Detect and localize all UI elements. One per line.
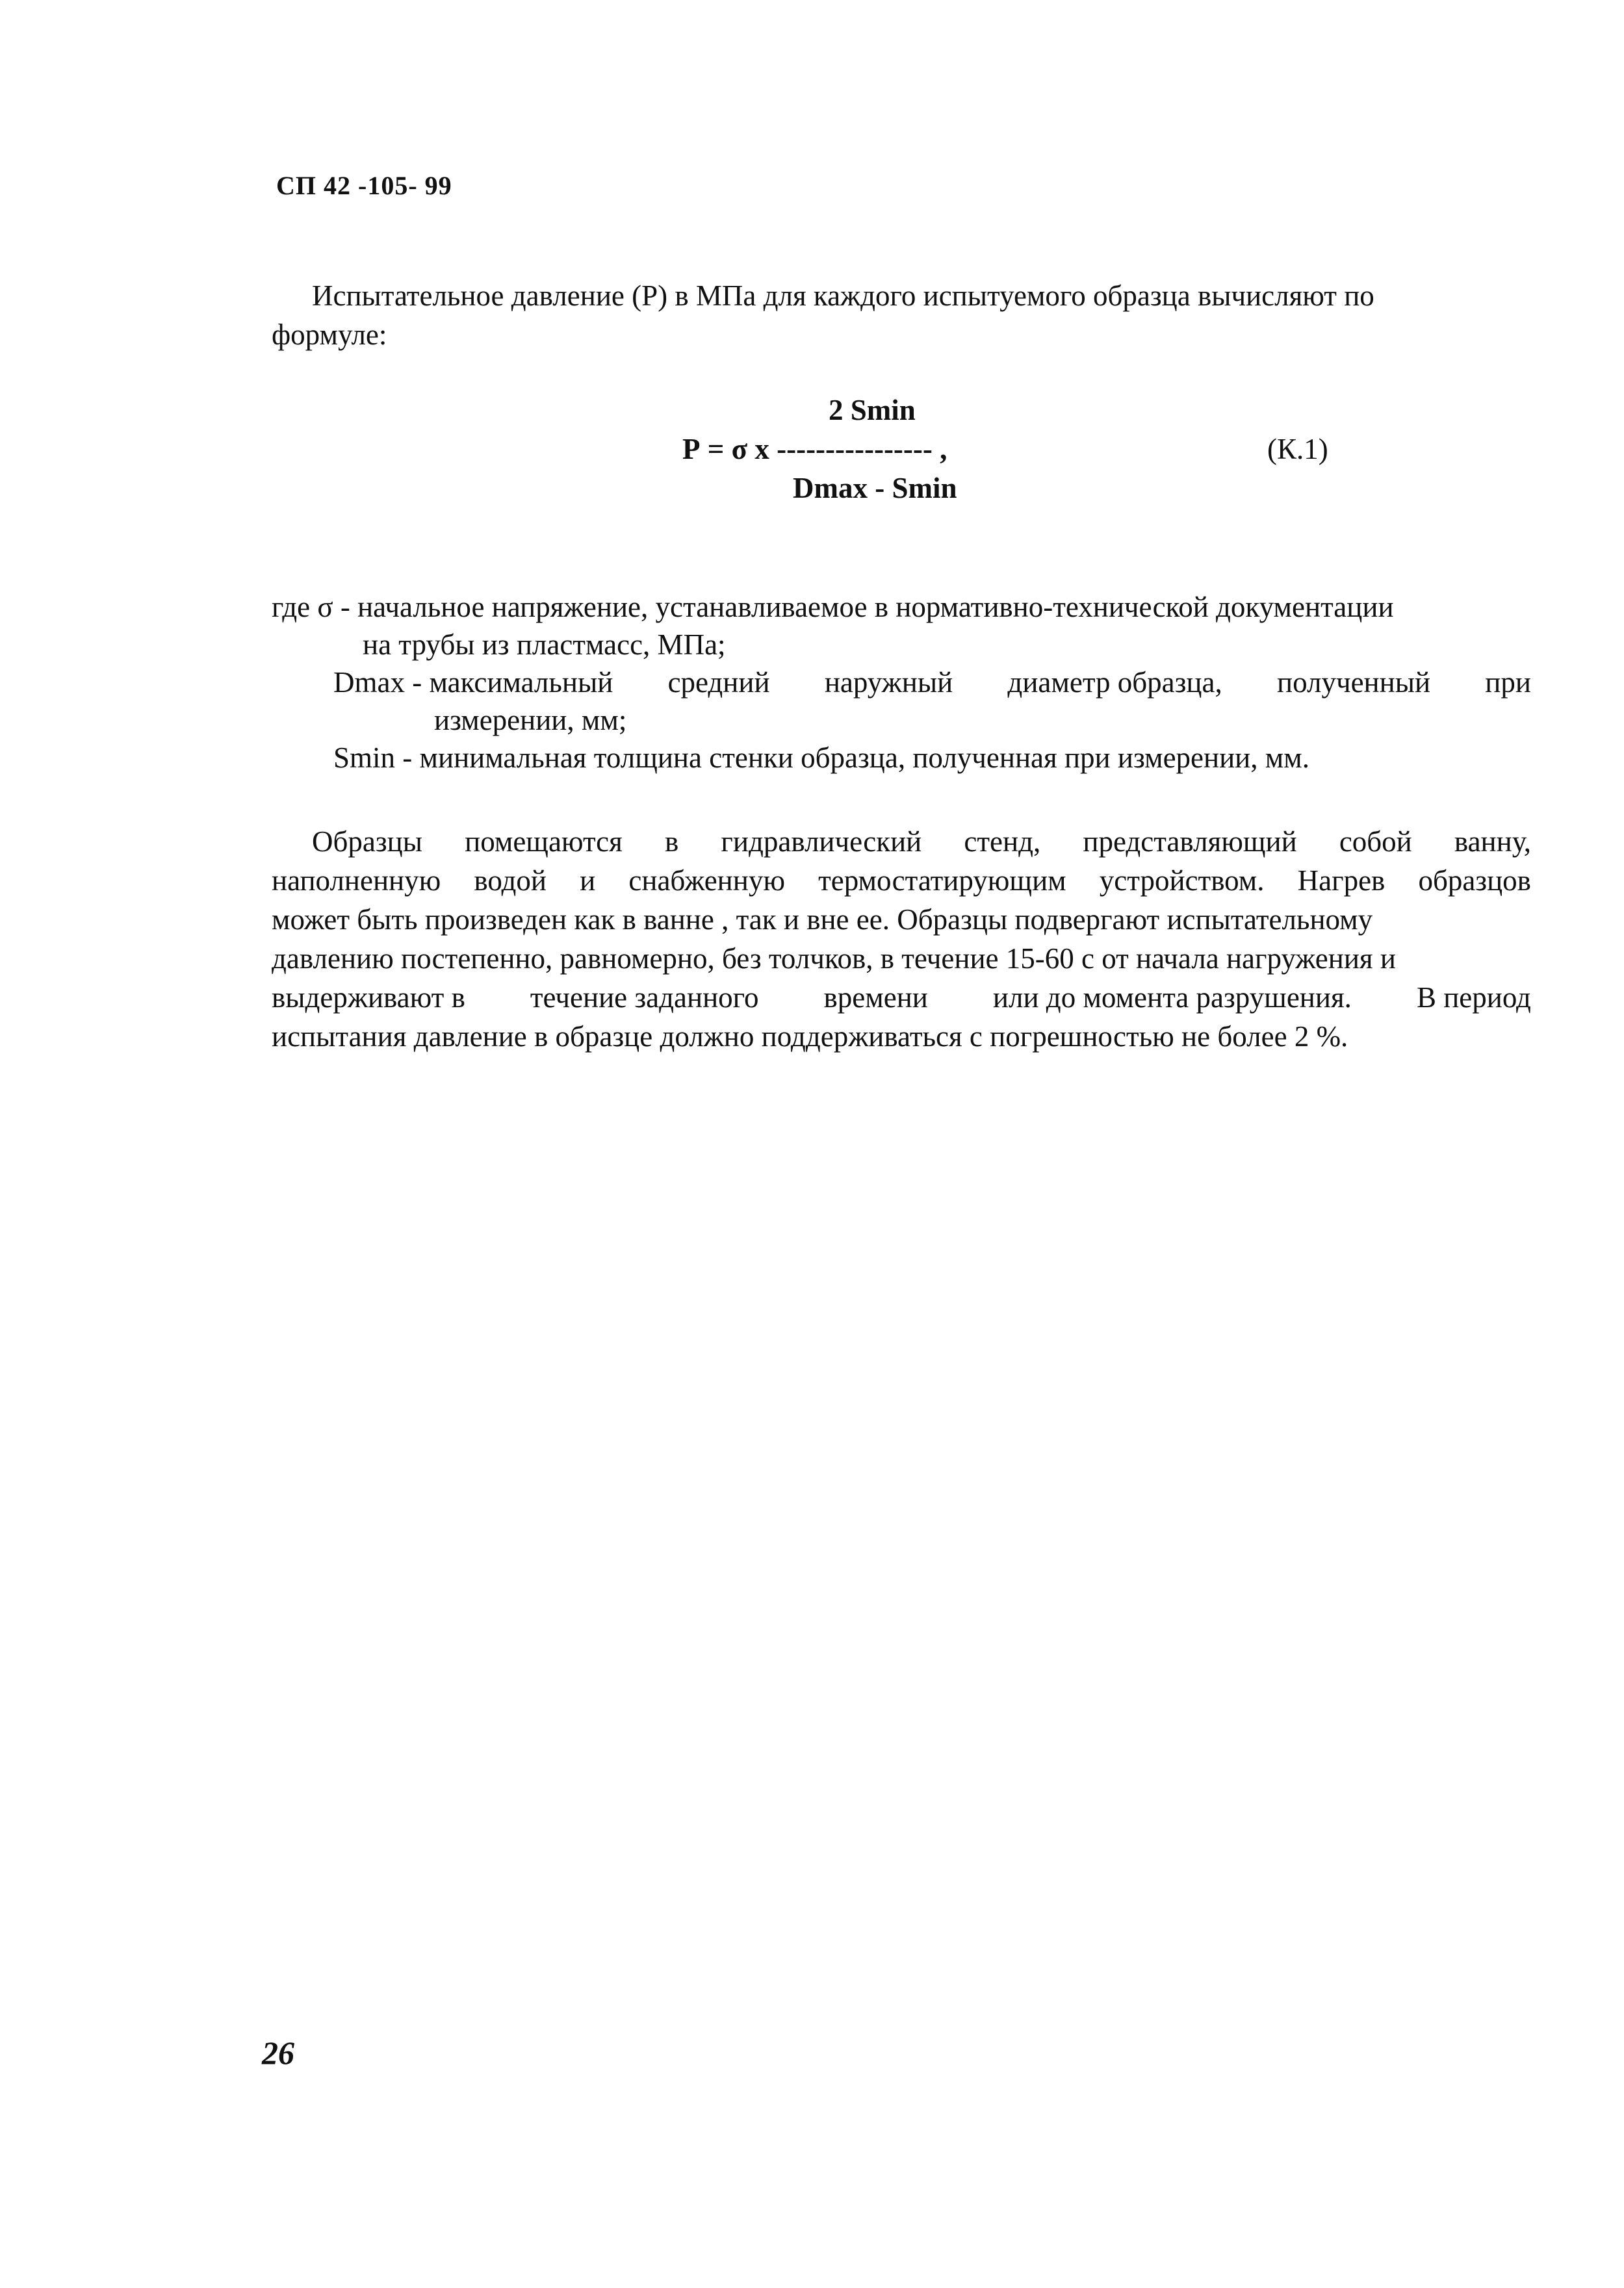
body-word: давлению постепенно, равномерно, без толчков, в течение 15-60 с от начала нагружения и (272, 942, 1396, 975)
body-word: представляющий (1083, 825, 1297, 858)
definition-word: Smin - минимальная толщина стенки образца, полученная при измерении, мм. (333, 741, 1309, 774)
body-word: Нагрев (1297, 864, 1386, 897)
body-line-3 (272, 900, 1531, 939)
intro-line-1: Испытательное давление (Р) в МПа для каждого испытуемого образца вычисляют по (312, 279, 1374, 312)
definition-smin (272, 739, 1531, 777)
body-paragraph (272, 822, 1531, 1056)
definition-line (333, 663, 1531, 701)
body-word: и (580, 864, 596, 897)
body-line-2 (272, 861, 1531, 900)
definition-word: наружный (824, 666, 953, 699)
definition-sigma (272, 588, 1531, 663)
body-word: помещаются (465, 825, 623, 858)
definition-line (272, 588, 1531, 626)
formula-lhs: Р = σ x ---------------- , (682, 433, 947, 465)
body-word: водой (474, 864, 547, 897)
definition-continuation: на трубы из пластмасс, МПа; (363, 628, 726, 661)
definition-word: Dmax - максимальный (333, 666, 613, 699)
formula-label: (К.1) (1267, 433, 1328, 465)
body-word: выдерживают в (272, 981, 465, 1014)
body-line-1 (272, 822, 1531, 861)
body-line-4 (272, 939, 1531, 978)
body-word: термостатирующим (818, 864, 1066, 897)
body-line-6: испытания давление в образце должно поддерживаться с погрешностью не более 2 %. (272, 1020, 1348, 1053)
intro-line-2: формуле: (272, 318, 387, 351)
formula-k1 (682, 393, 1072, 523)
definitions-list (272, 588, 1531, 777)
definition-line (333, 739, 1531, 777)
definition-word: диаметр образца, (1007, 666, 1222, 699)
intro-paragraph (272, 276, 1531, 354)
formula-denominator: Dmax - Smin (793, 472, 957, 504)
body-word: стенд, (964, 825, 1041, 858)
body-word: наполненную (272, 864, 441, 897)
definition-continuation: измерении, мм; (434, 704, 627, 736)
body-word: собой (1339, 825, 1412, 858)
body-word: или до момента разрушения. (992, 981, 1352, 1014)
body-line-5 (272, 978, 1531, 1017)
body-word: ванну, (1454, 825, 1531, 858)
definition-word: где σ - начальное напряжение, устанавливаемое в нормативно-технической документации (272, 591, 1394, 623)
document-code: СП 42 -105- 99 (276, 171, 452, 200)
formula-numerator: 2 Smin (829, 394, 916, 426)
page-number: 26 (262, 2035, 294, 2071)
body-word: В период (1416, 981, 1531, 1014)
body-word: устройством. (1099, 864, 1265, 897)
body-word: течение заданного (530, 981, 759, 1014)
definition-word: средний (667, 666, 770, 699)
body-word: в (665, 825, 679, 858)
body-word: может быть произведен как в ванне , так и вне ее. Образцы подвергают испытательному (272, 903, 1373, 936)
body-word: гидравлический (721, 825, 922, 858)
body-word: Образцы (312, 825, 422, 858)
body-word: образцов (1418, 864, 1531, 897)
body-word: снабженную (628, 864, 785, 897)
definition-word: при (1485, 666, 1531, 699)
body-word: времени (823, 981, 928, 1014)
definition-word: полученный (1277, 666, 1431, 699)
definition-dmax (272, 663, 1531, 739)
